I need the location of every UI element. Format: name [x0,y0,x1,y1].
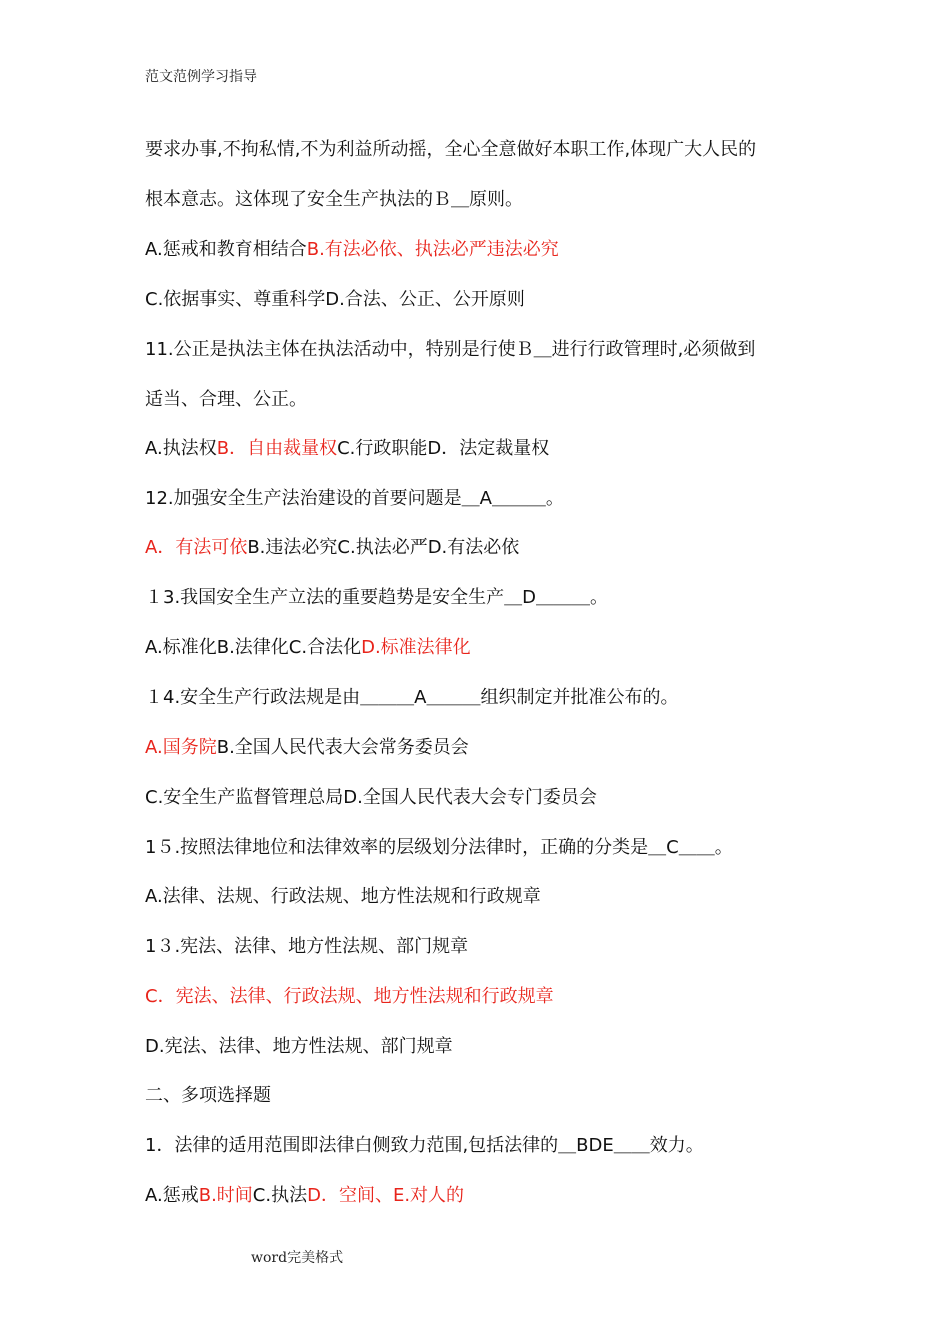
text-line [145,586,608,610]
text-segment: 1３.宪法、法律、地方性法规、部门规章 [145,936,469,957]
text-segment: B.全国人民代表大会常务委员会 [216,737,469,758]
text-segment: 12.加强安全生产法治建设的首要问题是＿A＿＿＿。 [145,488,564,509]
text-line [145,388,307,412]
text-segment: C.安全生产监督管理总局D.全国人民代表大会专门委员会 [145,787,597,808]
text-segment: A.执法权 [145,438,217,459]
text-segment: 要求办事,不拘私情,不为利益所动摇，全心全意做好本职工作,体现广大人民的 [145,139,757,160]
text-line [145,736,469,760]
text-segment: A.标准化B.法律化C.合法化 [145,637,362,658]
text-segment: 1．法律的适用范围即法律白侧致力范围,包括法律的＿BDE＿＿效力。 [145,1135,704,1156]
text-segment: 1５.按照法律地位和法律效率的层级划分法律时，正确的分类是＿C＿＿。 [145,837,733,858]
text-segment: C.依据事实、尊重科学D.合法、公正、公开原则 [145,289,525,310]
page-footer: word完美格式 [251,1250,344,1266]
text-line [145,836,733,860]
answer-highlight: D．空间、E.对人的 [307,1185,465,1206]
text-line [145,536,519,560]
text-segment: A.惩戒 [145,1185,199,1206]
text-segment: A.惩戒和教育相结合 [145,239,307,260]
text-line [145,1134,704,1158]
text-line [145,786,597,810]
text-line [145,437,549,461]
text-segment: 11.公正是执法主体在执法活动中，特别是行使Ｂ＿进行行政管理时,必须做到 [145,339,756,360]
text-segment: 适当、合理、公正。 [145,389,307,410]
text-line [145,1184,464,1208]
text-line [145,188,523,212]
text-line [145,238,559,262]
text-line [145,985,554,1009]
text-line [145,1084,271,1108]
text-segment: C.执法 [252,1185,308,1206]
text-segment: D.宪法、法律、地方性法规、部门规章 [145,1036,453,1057]
text-line [145,288,525,312]
text-segment: C.行政职能D．法定裁量权 [337,438,550,459]
text-segment: A.法律、法规、行政法规、地方性法规和行政规章 [145,886,541,907]
text-line [145,935,468,959]
text-line [145,636,471,660]
answer-highlight: A.国务院 [145,737,217,758]
text-segment: １4.安全生产行政法规是由＿＿＿A＿＿＿组织制定并批准公布的。 [145,687,679,708]
answer-highlight: B.时间 [198,1185,253,1206]
text-line [145,138,756,162]
text-line [145,487,564,511]
answer-highlight: B.有法必依、执法必严违法必究 [306,239,559,260]
answer-highlight: B．自由裁量权 [216,438,338,459]
text-line [145,338,755,362]
answer-highlight: D.标准法律化 [361,637,471,658]
answer-highlight: A．有法可依 [145,537,248,558]
text-segment: 二、多项选择题 [145,1085,271,1106]
answer-highlight: C．宪法、法律、行政法规、地方性法规和行政规章 [145,986,554,1007]
text-segment: 根本意志。这体现了安全生产执法的Ｂ＿原则。 [145,189,523,210]
text-line [145,885,541,909]
text-line [145,686,678,710]
page-header: 范文范例学习指导 [145,69,257,85]
text-segment: １3.我国安全生产立法的重要趋势是安全生产＿D＿＿＿。 [145,587,609,608]
text-line [145,1035,453,1059]
text-segment: B.违法必究C.执法必严D.有法必依 [247,537,520,558]
